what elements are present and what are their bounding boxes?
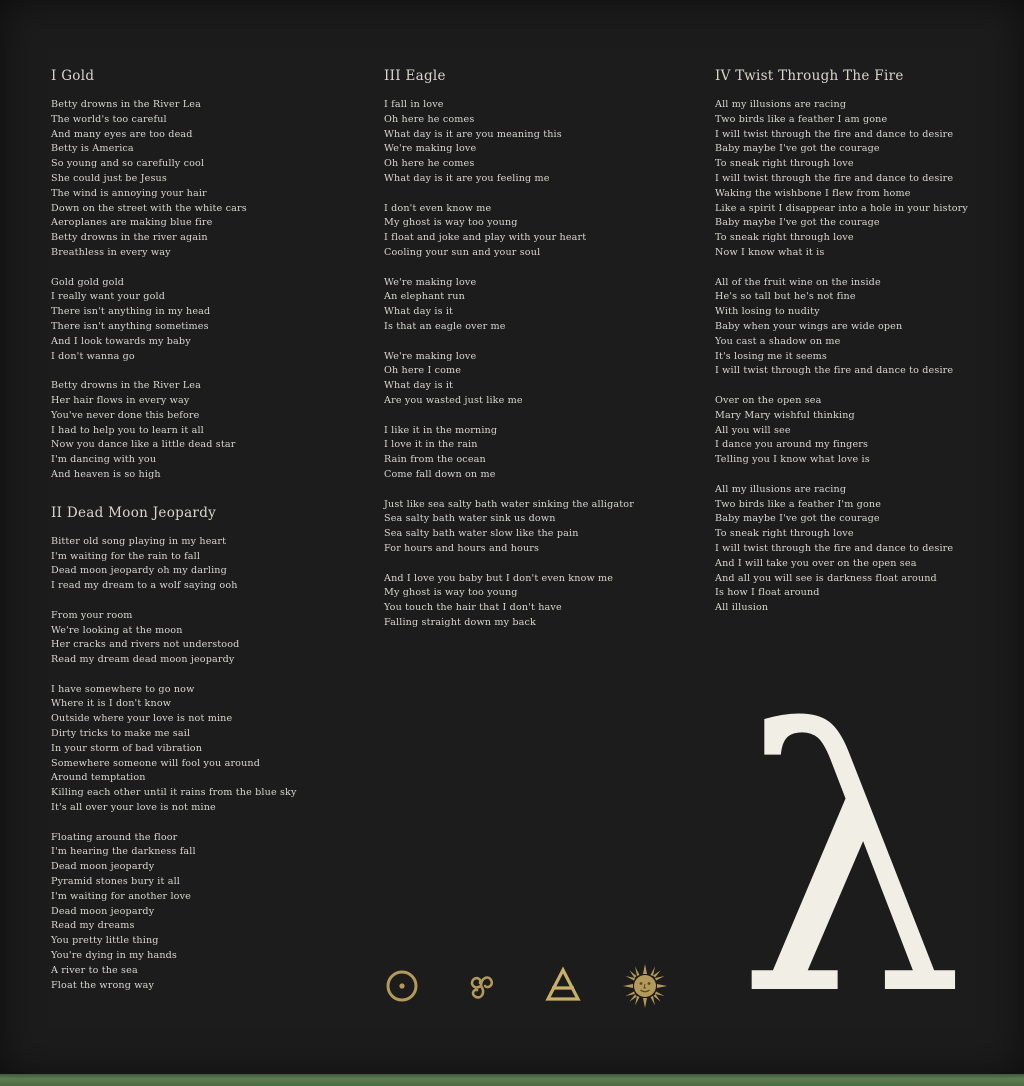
lyric-line: Gold gold gold xyxy=(51,276,125,288)
lyric-line: I read my dream to a wolf saying ooh xyxy=(51,580,238,592)
lyric-line: Telling you I know what love is xyxy=(715,454,870,466)
lyric-line: Is how I float around xyxy=(715,587,820,599)
lyric-line: It's all over your love is not mine xyxy=(51,802,216,814)
lyric-line: You pretty little thing xyxy=(51,935,159,947)
lyric-line: And heaven is so high xyxy=(51,468,161,480)
lyric-line: You've never done this before xyxy=(51,409,200,421)
lyric-line: Now you dance like a little dead star xyxy=(51,439,236,451)
lambda-logo: λ xyxy=(736,655,966,1074)
lyric-line: In your storm of bad vibration xyxy=(51,742,203,754)
lyric-line: Killing each other until it rains from the blue sky xyxy=(51,787,297,799)
lyric-line: Mary Mary wishful thinking xyxy=(715,409,855,421)
lyric-line: There isn't anything sometimes xyxy=(51,320,209,332)
symbols-row xyxy=(383,962,683,1012)
lyric-line: Bitter old song playing in my heart xyxy=(51,535,227,547)
lyric-line: I'm dancing with you xyxy=(51,454,157,466)
lyric-stanza xyxy=(715,276,1015,380)
lyric-line: So young and so carefully cool xyxy=(51,158,205,170)
lyric-line: For hours and hours and hours xyxy=(384,542,540,554)
lyric-line: Dirty tricks to make me sail xyxy=(51,728,191,740)
song-twist-through-the-fire xyxy=(715,66,1015,616)
lyric-line: Betty drowns in the River Lea xyxy=(51,380,201,392)
alchemical-air-symbol xyxy=(543,962,583,1010)
sleeve-bottom-edge xyxy=(0,1074,1024,1086)
lyric-line: And many eyes are too dead xyxy=(51,128,193,140)
lyric-line: And all you will see is darkness float around xyxy=(715,572,937,584)
lyric-line: Just like sea salty bath water sinking the alligator xyxy=(384,498,634,510)
lyric-stanza xyxy=(384,498,704,557)
lyric-line: Betty is America xyxy=(51,143,134,155)
lyric-line: Dead moon jeopardy xyxy=(51,861,155,873)
lyric-line: I'm hearing the darkness fall xyxy=(51,846,196,858)
lyric-line: Now I know what it is xyxy=(715,246,825,258)
lyric-line: And I will take you over on the open sea xyxy=(715,557,917,569)
lyrics-column-1 xyxy=(51,66,371,1013)
song-stanzas xyxy=(51,98,371,483)
lyric-line: I had to help you to learn it all xyxy=(51,424,204,436)
lyric-line: To sneak right through love xyxy=(715,158,854,170)
sun-face-symbol xyxy=(621,962,669,1010)
lyric-line: I don't wanna go xyxy=(51,350,135,362)
lyric-line: He's so tall but he's not fine xyxy=(715,291,856,303)
lyric-line: Down on the street with the white cars xyxy=(51,202,247,214)
lyric-line: I have somewhere to go now xyxy=(51,683,195,695)
lyric-line: All illusion xyxy=(715,602,769,614)
lyric-stanza xyxy=(384,350,704,409)
lyric-line: Is that an eagle over me xyxy=(384,320,506,332)
lyric-line: She could just be Jesus xyxy=(51,172,167,184)
song-stanzas xyxy=(384,98,704,631)
lyric-line: And I look towards my baby xyxy=(51,335,191,347)
lyric-line: Two birds like a feather I am gone xyxy=(715,113,888,125)
lyric-stanza xyxy=(51,535,371,594)
lyric-line: I love it in the rain xyxy=(384,439,478,451)
lyric-line: I'm waiting for another love xyxy=(51,890,191,902)
song-title: IV Twist Through The Fire xyxy=(715,68,904,84)
lyric-stanza xyxy=(51,831,371,994)
lyric-stanza xyxy=(715,483,1015,616)
lyric-line: Her hair flows in every way xyxy=(51,394,190,406)
lyric-line: I don't even know me xyxy=(384,202,492,214)
lyric-line: To sneak right through love xyxy=(715,528,854,540)
lyric-line: You're dying in my hands xyxy=(51,950,178,962)
lyric-line: I really want your gold xyxy=(51,291,166,303)
lyric-line: Where it is I don't know xyxy=(51,698,172,710)
song-stanzas xyxy=(51,535,371,994)
lyric-line: What day is it xyxy=(384,306,454,318)
lyric-line: Floating around the floor xyxy=(51,831,178,843)
lyric-line: Oh here he comes xyxy=(384,158,475,170)
song-title: II Dead Moon Jeopardy xyxy=(51,504,217,521)
lyric-stanza xyxy=(715,98,1015,261)
lyric-line: Somewhere someone will fool you around xyxy=(51,757,261,769)
song-title: III Eagle xyxy=(384,68,446,84)
lyric-stanza xyxy=(51,98,371,261)
lyric-line: And I love you baby but I don't even know me xyxy=(384,572,614,584)
lyric-line: Rain from the ocean xyxy=(384,454,486,466)
lyric-line: The wind is annoying your hair xyxy=(51,187,207,199)
lyric-stanza xyxy=(384,424,704,483)
lyric-stanza xyxy=(384,276,704,335)
lyric-line: A river to the sea xyxy=(51,964,138,976)
lyric-line: Waking the wishbone I flew from home xyxy=(715,187,911,199)
song-stanzas xyxy=(715,98,1015,616)
lyric-line: My ghost is way too young xyxy=(384,587,518,599)
lyric-line: I dance you around my fingers xyxy=(715,439,869,451)
lyric-stanza xyxy=(51,683,371,816)
lyric-line: Betty drowns in the river again xyxy=(51,232,208,244)
lyric-line: Her cracks and rivers not understood xyxy=(51,639,240,651)
lyric-line: Baby maybe I've got the courage xyxy=(715,513,880,525)
lyrics-column-2 xyxy=(384,66,704,651)
lyric-stanza xyxy=(51,379,371,483)
lyric-line: What day is it are you meaning this xyxy=(384,128,562,140)
lyric-line: There isn't anything in my head xyxy=(51,306,211,318)
lyric-line: Breathless in every way xyxy=(51,246,171,258)
lyric-line: Outside where your love is not mine xyxy=(51,713,233,725)
lyric-line: All of the fruit wine on the inside xyxy=(715,276,881,288)
lyric-line: Sea salty bath water sink us down xyxy=(384,513,556,525)
lyric-line: All you will see xyxy=(715,424,791,436)
circle-dot-symbol xyxy=(383,962,423,1010)
lyric-stanza xyxy=(715,394,1015,468)
lyric-line: I will twist through the fire and dance to desire xyxy=(715,172,954,184)
lyric-line: With losing to nudity xyxy=(715,306,820,318)
lyric-line: I will twist through the fire and dance to desire xyxy=(715,128,954,140)
lyric-line: We're making love xyxy=(384,143,477,155)
lyric-line: Are you wasted just like me xyxy=(384,394,523,406)
lyric-line: The world's too careful xyxy=(51,113,167,125)
lyric-line: Float the wrong way xyxy=(51,979,155,991)
lyric-line: Aeroplanes are making blue fire xyxy=(51,217,213,229)
triskele-symbol xyxy=(461,962,501,1010)
lyric-line: Oh here he comes xyxy=(384,113,475,125)
lyric-line: Sea salty bath water slow like the pain xyxy=(384,528,579,540)
lyric-line: I float and joke and play with your heart xyxy=(384,232,587,244)
lyric-line: It's losing me it seems xyxy=(715,350,828,362)
lyric-line: Come fall down on me xyxy=(384,468,496,480)
lyric-line: Falling straight down my back xyxy=(384,616,536,628)
song-title: I Gold xyxy=(51,68,95,84)
lyric-line: What day is it xyxy=(384,380,454,392)
lyric-line: Baby when your wings are wide open xyxy=(715,320,903,332)
lyric-line: Two birds like a feather I'm gone xyxy=(715,498,882,510)
lyric-line: Read my dream dead moon jeopardy xyxy=(51,654,235,666)
song-gold xyxy=(51,66,371,483)
lyric-line: From your room xyxy=(51,609,133,621)
lyric-line: Around temptation xyxy=(51,772,146,784)
lyric-line: You touch the hair that I don't have xyxy=(384,602,562,614)
lyric-line: Pyramid stones bury it all xyxy=(51,876,181,888)
lyric-line: We're making love xyxy=(384,276,477,288)
lyric-line: All my illusions are racing xyxy=(715,99,847,110)
song-dead-moon-jeopardy xyxy=(51,503,371,994)
lyric-line: Oh here I come xyxy=(384,365,462,377)
lyric-stanza xyxy=(51,609,371,668)
lyric-stanza xyxy=(384,572,704,631)
lyric-stanza xyxy=(51,276,371,365)
lyric-line: I will twist through the fire and dance to desire xyxy=(715,542,954,554)
lyric-line: To sneak right through love xyxy=(715,232,854,244)
lyric-line: We're making love xyxy=(384,350,477,362)
lyrics-column-3 xyxy=(715,66,1015,636)
lyric-line: What day is it are you feeling me xyxy=(384,172,550,184)
lyric-stanza xyxy=(384,202,704,261)
lyric-line: You cast a shadow on me xyxy=(715,335,841,347)
lyric-line: Baby maybe I've got the courage xyxy=(715,217,880,229)
lyric-line: Read my dreams xyxy=(51,920,135,932)
lyric-line: An elephant run xyxy=(384,291,465,303)
lyric-line: My ghost is way too young xyxy=(384,217,518,229)
lyric-line: Like a spirit I disappear into a hole in your history xyxy=(715,202,968,214)
lyric-stanza xyxy=(384,98,704,187)
lyric-line: All my illusions are racing xyxy=(715,483,847,495)
lyric-line: Baby maybe I've got the courage xyxy=(715,143,880,155)
lyric-line: I will twist through the fire and dance to desire xyxy=(715,365,954,377)
lyric-line: Cooling your sun and your soul xyxy=(384,246,541,258)
lyric-line: Dead moon jeopardy oh my darling xyxy=(51,565,227,577)
lyric-line: Betty drowns in the River Lea xyxy=(51,99,201,110)
song-eagle xyxy=(384,66,704,631)
lyric-line: I like it in the morning xyxy=(384,424,498,436)
lyric-line: We're looking at the moon xyxy=(51,624,183,636)
lyric-line: I'm waiting for the rain to fall xyxy=(51,550,201,562)
lyric-line: Over on the open sea xyxy=(715,394,822,406)
lyric-line: Dead moon jeopardy xyxy=(51,905,155,917)
lyric-line: I fall in love xyxy=(384,99,444,110)
